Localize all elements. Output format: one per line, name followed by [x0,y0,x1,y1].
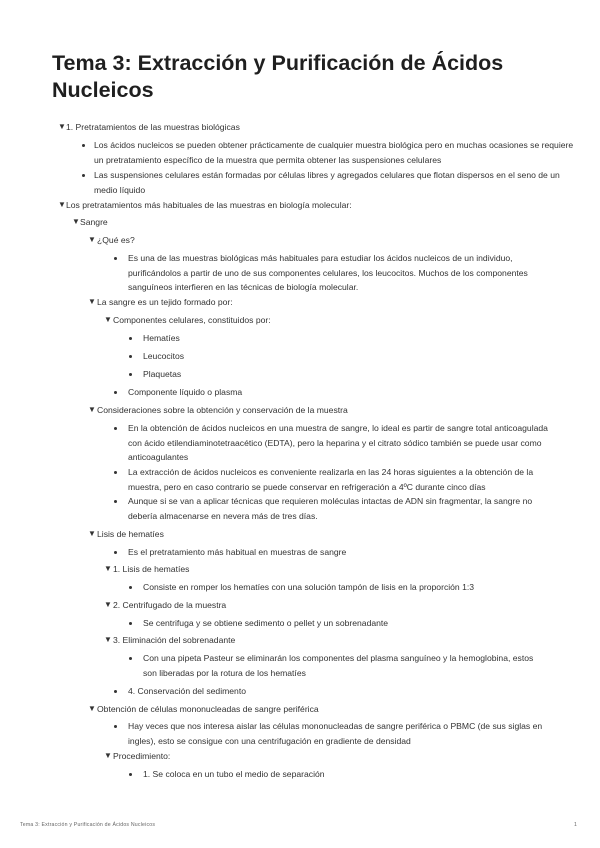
toggle-arrow-icon[interactable]: ▼ [104,315,112,324]
bullet-icon [114,427,117,430]
toggle-heading: La sangre es un tejido formado por: [97,297,233,307]
toggle-heading: Los pretratamientos más habituales de las muestras en biología molecular: [66,200,352,210]
toggle-arrow-icon[interactable]: ▼ [88,297,96,306]
toggle-heading: 3. Eliminación del sobrenadante [113,635,236,645]
toggle-arrow-icon[interactable]: ▼ [104,600,112,609]
bullet-icon [129,622,132,625]
toggle-heading: ¿Qué es? [97,235,135,245]
list-item: Es una de las muestras biológicas más habituales para estudiar los ácidos nucleicos de un individuo, purificándolos a partir de uno de sus componentes celulares, los leucocitos. Muchos de los componentes sanguíneos interfieren en las técnicas de biología molecular. [128,253,528,293]
toggle-arrow-icon[interactable]: ▼ [104,635,112,644]
toggle-heading: Consideraciones sobre la obtención y conservación de la muestra [97,405,348,415]
toggle-heading: 2. Centrifugado de la muestra [113,600,227,610]
toggle-arrow-icon[interactable]: ▼ [88,405,96,414]
toggle-arrow-icon[interactable]: ▼ [88,235,96,244]
toggle-heading: 1. Lisis de hematíes [113,564,190,574]
bullet-icon [114,391,117,394]
list-item: En la obtención de ácidos nucleicos en una muestra de sangre, lo ideal es partir de sangre total anticoagulada con ácido etilendiaminotetraacético (EDTA), pero la heparina y el citrato sódico también se puede usar como anticoagulantes [128,423,548,463]
bullet-icon [114,690,117,693]
bullet-icon [129,373,132,376]
bullet-icon [114,551,117,554]
list-item: Con una pipeta Pasteur se eliminarán los componentes del plasma sanguíneo y la hemoglobina, estos son liberadas por la rotura de los hematíes [143,653,534,678]
footer-title: Tema 3: Extracción y Purificación de Ácidos Nucleicos [20,822,156,828]
toggle-heading: 1. Pretratamientos de las muestras biológicas [66,122,240,132]
list-item: Hay veces que nos interesa aislar las células mononucleadas de sangre periférica o PBMC (de sus siglas en ingles), esto se consigue con una centrifugación en gradiente de densidad [128,721,543,746]
toggle-arrow-icon[interactable]: ▼ [58,122,66,131]
page-title: Tema 3: Extracción y Purificación de Ácidos Nucleicos [52,51,504,102]
list-item: Se centrifuga y se obtiene sedimento o pellet y un sobrenadante [143,618,389,628]
list-item: Los ácidos nucleicos se pueden obtener prácticamente de cualquier muestra biológica pero en muchas ocasiones se requiere un pretratamiento específico de la muestra que permita obtener las suspensiones celulares [94,140,574,165]
bullet-icon [129,337,132,340]
list-item: La extracción de ácidos nucleicos es conveniente realizarla en las 24 horas siguientes a la obtención de la muestra, pero en caso contrario se puede conservar en refrigeración a 4ºC durante cinco días [128,467,534,492]
toggle-arrow-icon[interactable]: ▼ [58,200,66,209]
list-item: Consiste en romper los hematíes con una solución tampón de lisis en la proporción 1:3 [143,582,475,592]
bullet-icon [114,471,117,474]
list-item: 4. Conservación del sedimento [128,686,246,696]
list-item: Leucocitos [143,351,185,361]
page-number: 1 [574,822,577,828]
toggle-heading: Lisis de hematíes [97,529,164,539]
toggle-arrow-icon[interactable]: ▼ [104,564,112,573]
bullet-icon [114,500,117,503]
bullet-icon [129,586,132,589]
list-item: Plaquetas [143,369,182,379]
list-item: Las suspensiones celulares están formadas por células libres y agregados celulares que flotan dispersos en el seno de un medio líquido [94,170,560,195]
toggle-heading: Obtención de células mononucleadas de sangre periférica [97,704,319,714]
bullet-icon [129,355,132,358]
toggle-heading: Sangre [80,217,108,227]
toggle-arrow-icon[interactable]: ▼ [72,217,80,226]
toggle-heading: Componentes celulares, constituidos por: [113,315,271,325]
bullet-icon [129,657,132,660]
list-item: 1. Se coloca en un tubo el medio de separación [143,769,325,779]
list-item: Componente líquido o plasma [128,387,243,397]
list-item: Hematíes [143,333,180,343]
bullet-icon [114,725,117,728]
bullet-icon [114,257,117,260]
list-item: Aunque si se van a aplicar técnicas que requieren moléculas intactas de ADN sin fragmentar, la sangre no debería almacenarse en nevera más de tres días. [128,496,533,521]
bullet-icon [82,174,85,177]
bullet-icon [129,773,132,776]
toggle-arrow-icon[interactable]: ▼ [104,751,112,760]
bullet-icon [82,144,85,147]
toggle-heading: Procedimiento: [113,751,171,761]
toggle-arrow-icon[interactable]: ▼ [88,704,96,713]
list-item: Es el pretratamiento más habitual en muestras de sangre [128,547,347,557]
toggle-arrow-icon[interactable]: ▼ [88,529,96,538]
